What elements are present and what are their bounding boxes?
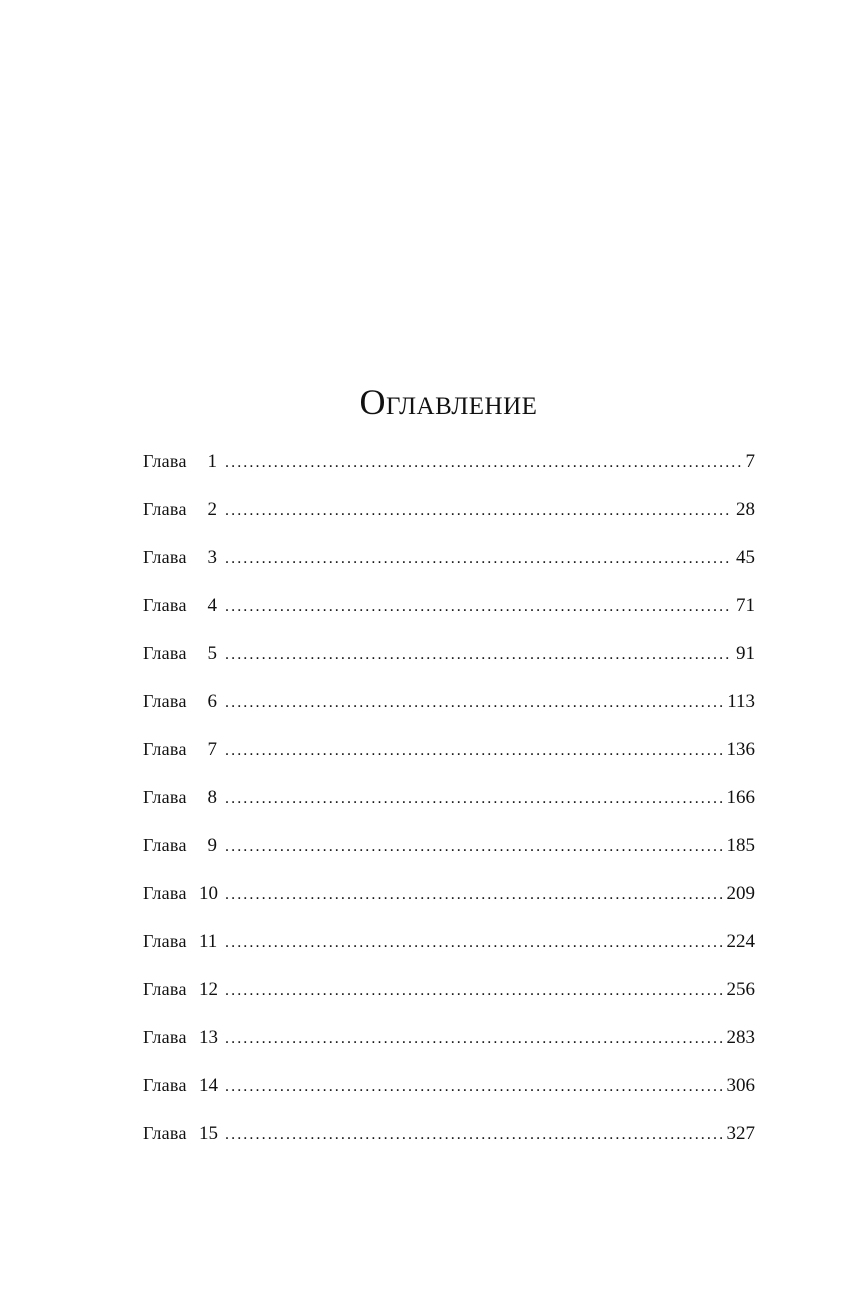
toc-entry[interactable] xyxy=(143,494,755,542)
toc-page-number: 136 xyxy=(726,739,755,760)
toc-page-number: 256 xyxy=(726,979,755,1000)
toc-entry[interactable] xyxy=(143,878,755,926)
toc-chapter-label: Глава xyxy=(143,1027,187,1047)
toc-chapter-number: 4 xyxy=(207,595,217,616)
toc-entry[interactable] xyxy=(143,830,755,878)
toc-chapter-number: 2 xyxy=(207,499,217,520)
toc-chapter-label: Глава xyxy=(143,1075,187,1095)
toc-page-number: 7 xyxy=(745,451,755,472)
toc-chapter-label: Глава xyxy=(143,595,187,615)
toc-entry[interactable] xyxy=(143,446,755,494)
toc-chapter-number: 14 xyxy=(199,1075,218,1096)
toc-page-number: 28 xyxy=(736,499,755,520)
toc-page-number: 71 xyxy=(736,595,755,616)
toc-chapter-label: Глава xyxy=(143,979,187,999)
toc-entry[interactable] xyxy=(143,686,755,734)
toc-dot-leader xyxy=(225,688,723,718)
toc-chapter-label: Глава xyxy=(143,547,187,567)
toc-page-number: 306 xyxy=(726,1075,755,1096)
toc-chapter-number: 9 xyxy=(207,835,217,856)
toc-dot-leader xyxy=(225,832,723,862)
toc-dot-leader xyxy=(225,448,742,478)
toc-dot-leader xyxy=(225,1024,723,1054)
toc-chapter-number: 5 xyxy=(207,643,217,664)
toc-entry[interactable] xyxy=(143,590,755,638)
toc-chapter-number: 7 xyxy=(207,739,217,760)
toc-chapter-number: 3 xyxy=(207,547,217,568)
toc-entry[interactable] xyxy=(143,638,755,686)
toc-chapter-label: Глава xyxy=(143,499,187,519)
toc-entry[interactable] xyxy=(143,1118,755,1166)
toc-dot-leader xyxy=(225,880,723,910)
toc-chapter-number: 6 xyxy=(207,691,217,712)
toc-entry[interactable] xyxy=(143,1070,755,1118)
toc-entry[interactable] xyxy=(143,1022,755,1070)
toc-page-number: 209 xyxy=(726,883,755,904)
toc-chapter-label: Глава xyxy=(143,1123,187,1143)
toc-chapter-number: 1 xyxy=(207,451,217,472)
toc-dot-leader xyxy=(225,592,732,622)
toc-page-number: 91 xyxy=(736,643,755,664)
toc-chapter-label: Глава xyxy=(143,643,187,663)
toc-page-number: 185 xyxy=(726,835,755,856)
toc-chapter-label: Глава xyxy=(143,691,187,711)
toc-dot-leader xyxy=(225,928,723,958)
toc-chapter-number: 10 xyxy=(199,883,218,904)
toc-dot-leader xyxy=(225,736,723,766)
toc-page-number: 166 xyxy=(726,787,755,808)
toc-chapter-label: Глава xyxy=(143,835,187,855)
toc-dot-leader xyxy=(225,1120,723,1150)
toc-page-number: 283 xyxy=(726,1027,755,1048)
toc-entry[interactable] xyxy=(143,734,755,782)
toc-dot-leader xyxy=(225,496,732,526)
toc-chapter-label: Глава xyxy=(143,787,187,807)
toc-entry[interactable] xyxy=(143,926,755,974)
toc-dot-leader xyxy=(225,784,723,814)
toc-dot-leader xyxy=(225,640,732,670)
toc-page-number: 224 xyxy=(726,931,755,952)
toc-entry[interactable] xyxy=(143,782,755,830)
toc-chapter-label: Глава xyxy=(143,931,187,951)
page-title: Оглавление xyxy=(359,382,538,422)
toc-dot-leader xyxy=(225,1072,723,1102)
toc-chapter-number: 13 xyxy=(199,1027,218,1048)
toc-entry[interactable] xyxy=(143,542,755,590)
toc-dot-leader xyxy=(225,976,723,1006)
toc-chapter-label: Глава xyxy=(143,883,187,903)
toc-page-number: 327 xyxy=(726,1123,755,1144)
toc-page-number: 113 xyxy=(727,691,755,712)
toc-chapter-number: 15 xyxy=(199,1123,218,1144)
toc-chapter-label: Глава xyxy=(143,739,187,759)
toc-entry[interactable] xyxy=(143,974,755,1022)
toc-dot-leader xyxy=(225,544,732,574)
toc-chapter-number: 11 xyxy=(199,931,218,952)
toc-chapter-label: Глава xyxy=(143,451,187,471)
toc-chapter-number: 8 xyxy=(207,787,217,808)
toc-page-number: 45 xyxy=(736,547,755,568)
table-of-contents xyxy=(143,446,755,1166)
toc-chapter-number: 12 xyxy=(199,979,218,1000)
